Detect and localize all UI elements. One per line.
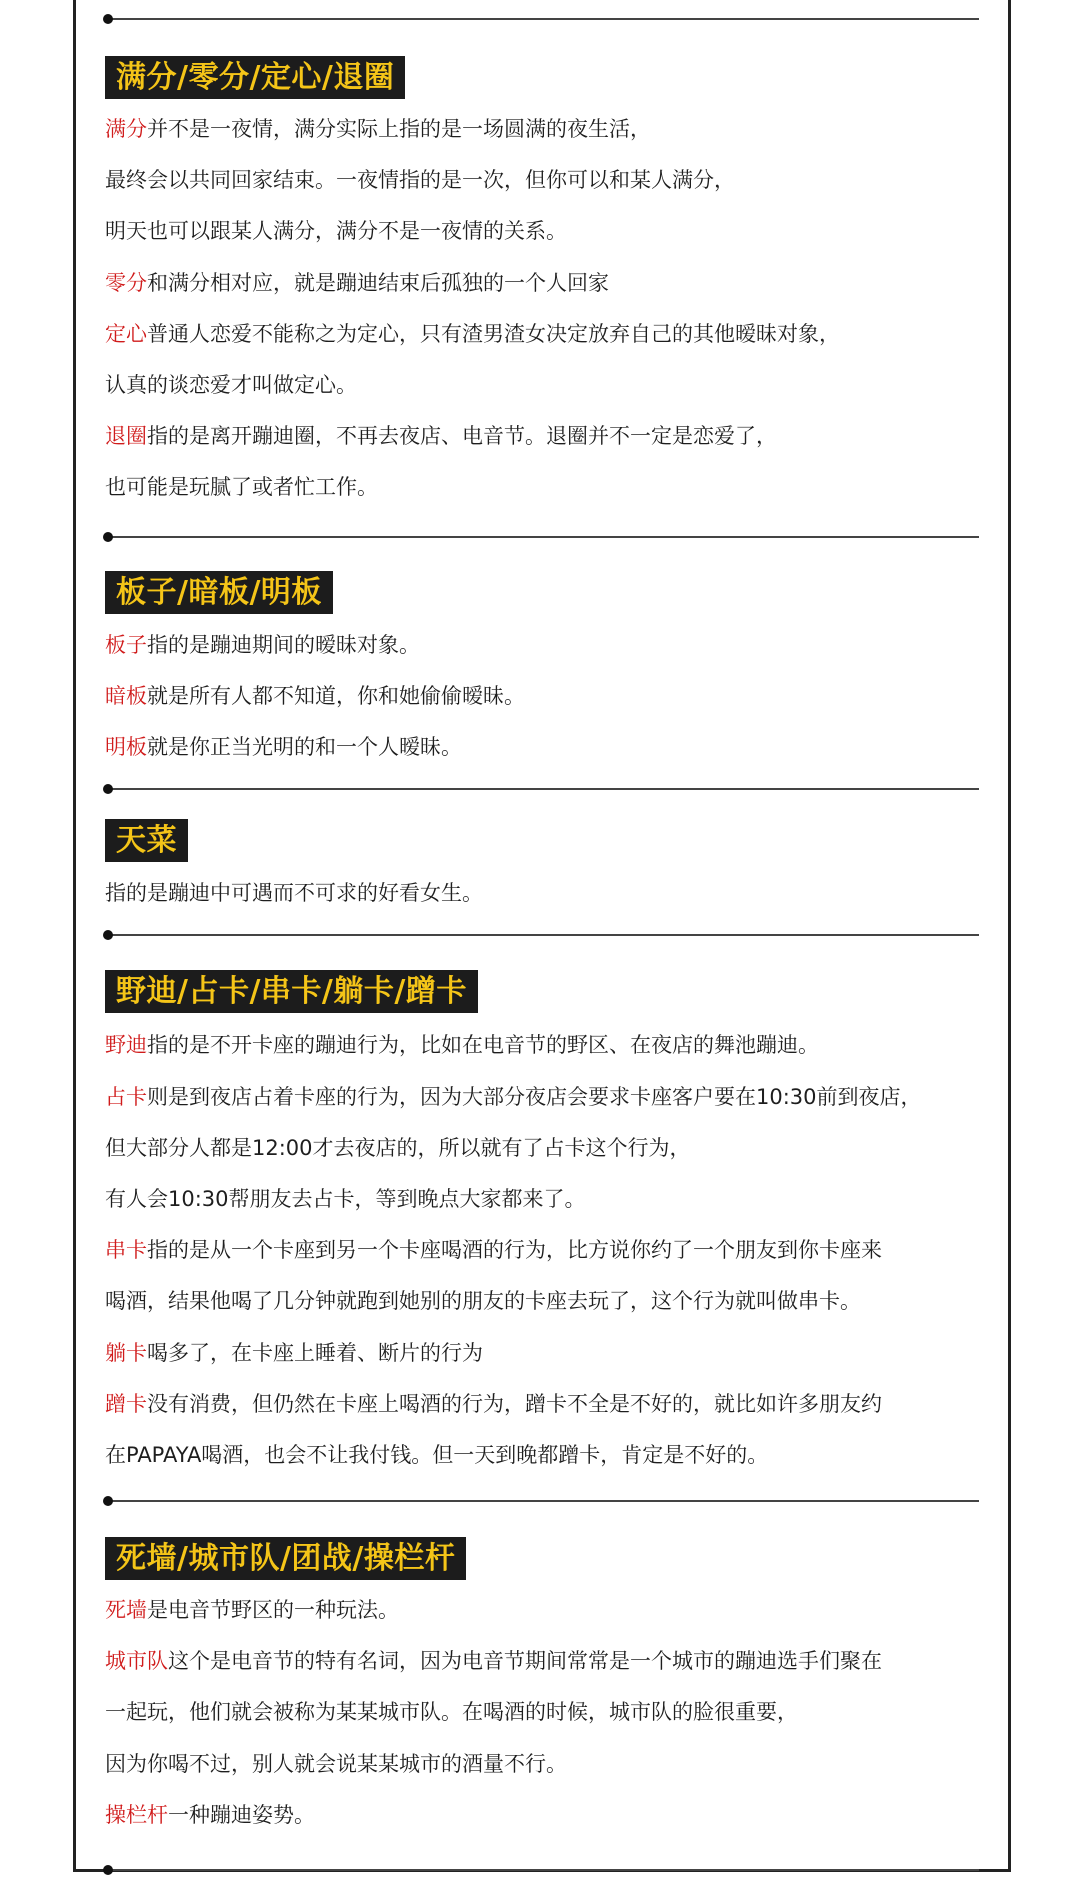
paragraph-line	[105, 1697, 798, 1727]
paragraph-line	[105, 421, 777, 451]
term-description: 也可能是玩腻了或者忙工作。	[105, 475, 378, 499]
term-keyword: 操栏杆	[105, 1803, 168, 1827]
term-keyword: 串卡	[105, 1238, 147, 1262]
term-description: 指的是从一个卡座到另一个卡座喝酒的行为，比方说你约了一个朋友到你卡座来	[147, 1238, 882, 1262]
section-heading: 满分/零分/定心/退圈	[105, 56, 405, 99]
term-keyword: 占卡	[105, 1085, 147, 1109]
paragraph-line	[105, 1184, 586, 1214]
section-divider	[107, 934, 979, 936]
term-description: 没有消费，但仍然在卡座上喝酒的行为，蹭卡不全是不好的，就比如许多朋友约	[147, 1392, 882, 1416]
term-description: 认真的谈恋爱才叫做定心。	[105, 373, 357, 397]
term-description: 指的是蹦迪中可遇而不可求的好看女生。	[105, 881, 483, 905]
section-divider	[107, 788, 979, 790]
term-description: 喝酒，结果他喝了几分钟就跑到她别的朋友的卡座去玩了，这个行为就叫做串卡。	[105, 1289, 861, 1313]
term-description: 但大部分人都是12:00才去夜店的，所以就有了占卡这个行为，	[105, 1136, 691, 1160]
term-description: 就是你正当光明的和一个人暧昧。	[147, 735, 462, 759]
term-description: 喝多了，在卡座上睡着、断片的行为	[147, 1341, 483, 1365]
term-keyword: 定心	[105, 322, 147, 346]
term-description: 并不是一夜情，满分实际上指的是一场圆满的夜生活，	[147, 117, 651, 141]
term-description: 指的是离开蹦迪圈，不再去夜店、电音节。退圈并不一定是恋爱了，	[147, 424, 777, 448]
term-keyword: 零分	[105, 271, 147, 295]
paragraph-line	[105, 681, 525, 711]
section-heading: 板子/暗板/明板	[105, 571, 333, 614]
term-keyword: 城市队	[105, 1649, 168, 1673]
paragraph-line	[105, 1800, 315, 1830]
term-keyword: 躺卡	[105, 1341, 147, 1365]
term-description: 指的是不开卡座的蹦迪行为，比如在电音节的野区、在夜店的舞池蹦迪。	[147, 1033, 819, 1057]
paragraph-line	[105, 878, 483, 908]
term-description: 指的是蹦迪期间的暧昧对象。	[147, 633, 420, 657]
term-description: 是电音节野区的一种玩法。	[147, 1598, 399, 1622]
paragraph-line	[105, 472, 378, 502]
term-description: 就是所有人都不知道，你和她偷偷暧昧。	[147, 684, 525, 708]
term-description: 这个是电音节的特有名词，因为电音节期间常常是一个城市的蹦迪选手们聚在	[168, 1649, 882, 1673]
term-description: 普通人恋爱不能称之为定心，只有渣男渣女决定放弃自己的其他暧昧对象，	[147, 322, 840, 346]
term-description: 在PAPAYA喝酒，也会不让我付钱。但一天到晚都蹭卡，肯定是不好的。	[105, 1443, 769, 1467]
paragraph-line	[105, 114, 651, 144]
term-keyword: 死墙	[105, 1598, 147, 1622]
term-description: 则是到夜店占着卡座的行为，因为大部分夜店会要求卡座客户要在10:30前到夜店，	[147, 1085, 922, 1109]
term-description: 最终会以共同回家结束。一夜情指的是一次，但你可以和某人满分，	[105, 168, 735, 192]
term-keyword: 暗板	[105, 684, 147, 708]
paragraph-line	[105, 1749, 567, 1779]
paragraph-line	[105, 1082, 922, 1112]
section-heading: 死墙/城市队/团战/操栏杆	[105, 1537, 466, 1580]
term-description: 一种蹦迪姿势。	[168, 1803, 315, 1827]
section-divider	[107, 18, 979, 20]
paragraph-line	[105, 732, 462, 762]
section-divider	[107, 1869, 979, 1871]
term-keyword: 退圈	[105, 424, 147, 448]
section-heading: 天菜	[105, 819, 188, 862]
paragraph-line	[105, 630, 420, 660]
paragraph-line	[105, 1235, 882, 1265]
term-keyword: 蹭卡	[105, 1392, 147, 1416]
term-description: 明天也可以跟某人满分，满分不是一夜情的关系。	[105, 219, 567, 243]
paragraph-line	[105, 268, 609, 298]
paragraph-line	[105, 1338, 483, 1368]
term-keyword: 板子	[105, 633, 147, 657]
term-description: 和满分相对应，就是蹦迪结束后孤独的一个人回家	[147, 271, 609, 295]
paragraph-line	[105, 216, 567, 246]
paragraph-line	[105, 370, 357, 400]
term-keyword: 野迪	[105, 1033, 147, 1057]
term-description: 因为你喝不过，别人就会说某某城市的酒量不行。	[105, 1752, 567, 1776]
paragraph-line	[105, 1133, 691, 1163]
paragraph-line	[105, 1030, 819, 1060]
paragraph-line	[105, 165, 735, 195]
term-description: 有人会10:30帮朋友去占卡，等到晚点大家都来了。	[105, 1187, 586, 1211]
term-keyword: 明板	[105, 735, 147, 759]
term-keyword: 满分	[105, 117, 147, 141]
term-description: 一起玩，他们就会被称为某某城市队。在喝酒的时候，城市队的脸很重要，	[105, 1700, 798, 1724]
paragraph-line	[105, 1286, 861, 1316]
section-divider	[107, 1500, 979, 1502]
paragraph-line	[105, 1646, 882, 1676]
section-divider	[107, 536, 979, 538]
paragraph-line	[105, 319, 840, 349]
paragraph-line	[105, 1595, 399, 1625]
section-heading: 野迪/占卡/串卡/躺卡/蹭卡	[105, 970, 478, 1013]
paragraph-line	[105, 1440, 768, 1470]
paragraph-line	[105, 1389, 882, 1419]
